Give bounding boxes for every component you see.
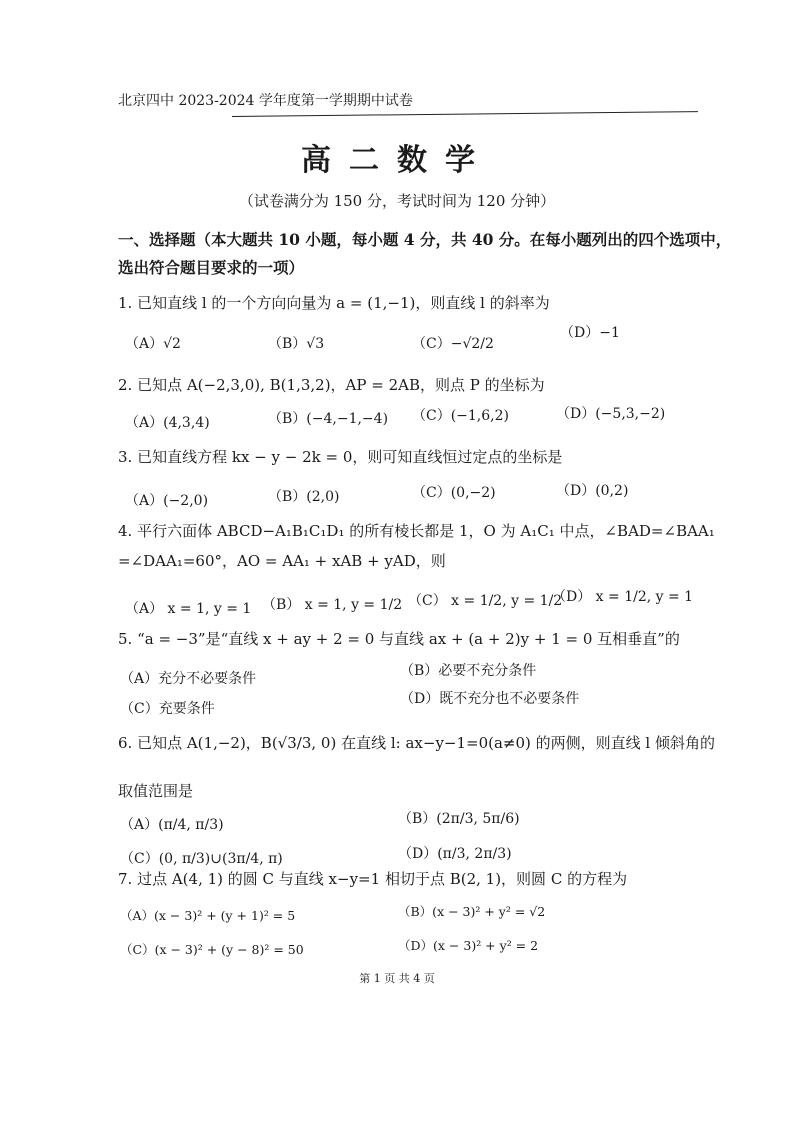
question-1-option-b: （B）√3 <box>268 336 325 352</box>
section-heading-line1: 一、选择题（本大题共 10 小题，每小题 4 分，共 40 分。在每小题列出的四个选项中， <box>118 230 732 249</box>
page-footer: 第 1 页 共 4 页 <box>359 972 435 985</box>
question-4-stem-cont: =∠DAA₁=60°，AO = AA₁ + xAB + yAD，则 <box>118 552 446 570</box>
question-4-option-d: （D） x = 1/2, y = 1 <box>552 589 694 605</box>
question-4-option-b: （B） x = 1, y = 1/2 <box>262 597 403 613</box>
question-5-option-b: （B）必要不充分条件 <box>400 663 537 679</box>
header-rule <box>232 111 698 117</box>
question-5-option-d: （D）既不充分也不必要条件 <box>400 691 580 707</box>
question-2-stem: 2. 已知点 A(−2,3,0), B(1,3,2)，AP = 2AB，则点 P 的坐标为 <box>118 376 545 394</box>
question-5-option-c: （C）充要条件 <box>120 701 215 717</box>
question-3-option-a: （A）(−2,0) <box>125 493 209 509</box>
question-2-option-d: （D）(−5,3,−2) <box>556 406 666 422</box>
question-1-option-a: （A）√2 <box>125 336 181 352</box>
question-7-option-c: （C）(x − 3)² + (y − 8)² = 50 <box>120 942 304 957</box>
question-7-option-a: （A）(x − 3)² + (y + 1)² = 5 <box>120 908 296 923</box>
section-heading-line2: 选出符合题目要求的一项） <box>118 258 305 277</box>
question-6-option-a: （A）(π/4, π/3) <box>120 817 224 833</box>
question-6-stem-cont: 取值范围是 <box>118 782 194 800</box>
exam-title: 高二数学 <box>301 143 493 178</box>
exam-header: 北京四中 2023-2024 学年度第一学期期中试卷 <box>118 93 413 109</box>
question-5-stem: 5. “a = −3”是“直线 x + ay + 2 = 0 与直线 ax + (a + 2)y + 1 = 0 互相垂直”的 <box>118 630 680 648</box>
question-3-stem: 3. 已知直线方程 kx − y − 2k = 0，则可知直线恒过定点的坐标是 <box>118 448 563 466</box>
question-4-stem: 4. 平行六面体 ABCD−A₁B₁C₁D₁ 的所有棱长都是 1，O 为 A₁C₁ 中点，∠BAD=∠BAA₁ <box>118 522 715 540</box>
question-2-option-a: （A）(4,3,4) <box>125 415 210 431</box>
question-1-option-c: （C）−√2/2 <box>412 336 494 352</box>
question-2-option-b: （B）(−4,−1,−4) <box>268 411 389 427</box>
question-5-option-a: （A）充分不必要条件 <box>120 671 257 687</box>
question-2-option-c: （C）(−1,6,2) <box>412 408 509 424</box>
question-3-option-b: （B）(2,0) <box>268 489 340 505</box>
question-7-option-d: （D）(x − 3)² + y² = 2 <box>398 938 539 953</box>
question-7-stem: 7. 过点 A(4, 1) 的圆 C 与直线 x−y=1 相切于点 B(2, 1)，则圆 C 的方程为 <box>118 870 628 888</box>
question-4-option-a: （A） x = 1, y = 1 <box>125 601 252 617</box>
question-1-option-d: （D）−1 <box>560 325 620 341</box>
question-4-option-c: （C） x = 1/2, y = 1/2 <box>408 593 563 609</box>
question-1-stem: 1. 已知直线 l 的一个方向向量为 a = (1,−1)，则直线 l 的斜率为 <box>118 294 550 312</box>
question-6-stem: 6. 已知点 A(1,−2)，B(√3/3, 0) 在直线 l: ax−y−1=0(a≠0) 的两侧，则直线 l 倾斜角的 <box>118 734 715 752</box>
exam-subtitle: （试卷满分为 150 分，考试时间为 120 分钟） <box>238 192 556 210</box>
question-6-option-b: （B）(2π/3, 5π/6) <box>398 811 520 827</box>
question-7-option-b: （B）(x − 3)² + y² = √2 <box>398 904 546 919</box>
question-3-option-c: （C）(0,−2) <box>412 485 496 501</box>
question-3-option-d: （D）(0,2) <box>556 483 629 499</box>
question-6-option-d: （D）(π/3, 2π/3) <box>398 846 512 862</box>
question-6-option-c: （C）(0, π/3)∪(3π/4, π) <box>120 851 283 867</box>
